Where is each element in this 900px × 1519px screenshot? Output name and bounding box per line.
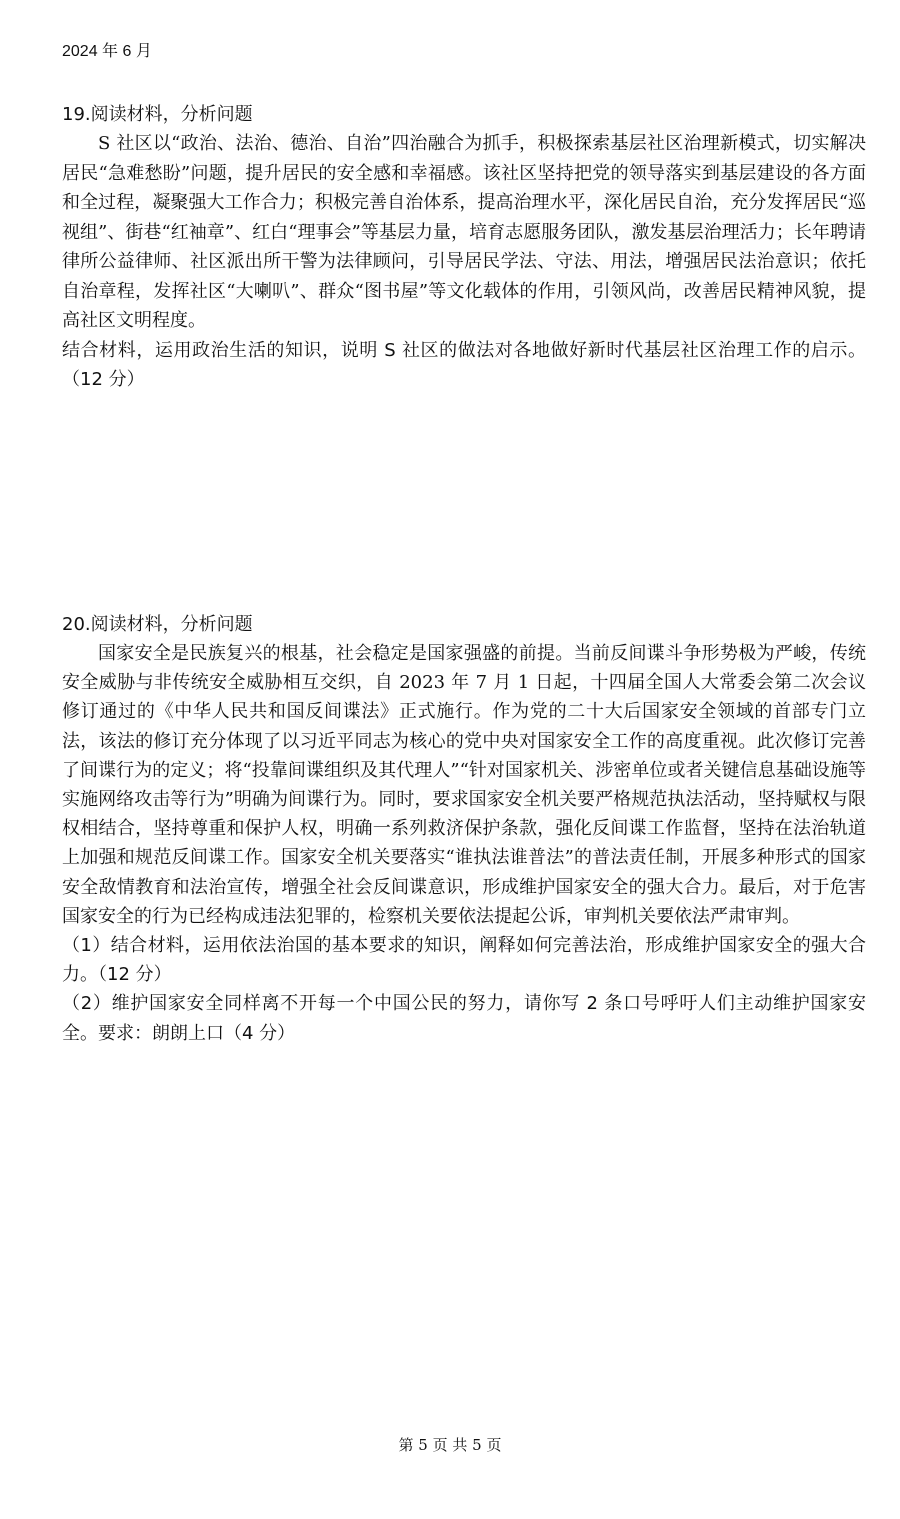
- question-19: [62, 100, 866, 395]
- question-20-task-1: （1）结合材料，运用依法治国的基本要求的知识，阐释如何完善法治，形成维护国家安全的强大合力。（12 分）: [62, 935, 866, 986]
- question-20-heading: 20.阅读材料，分析问题: [62, 614, 253, 635]
- page-number-footer: 第 5 页 共 5 页: [398, 1436, 502, 1454]
- question-20-material: 国家安全是民族复兴的根基，社会稳定是国家强盛的前提。当前反间谍斗争形势极为严峻，传统安全威胁与非传统安全威胁相互交织，自 2023 年 7 月 1 日起，十四届全国人大常委会第二次会议修订通过的《中华人民共和国反间谍法》正式施行。作为党的二十大后国家安全领域的首部专门立法，该法的修订充分体现了以习近平同志为核心的党中央对国家安全工作的高度重视。此次修订完善了间谍行为的定义；将“投靠间谍组织及其代理人”“针对国家机关、涉密单位或者关键信息基础设施等实施网络攻击等行为”明确为间谍行为。同时，要求国家安全机关要严格规范执法活动，坚持赋权与限权相结合，坚持尊重和保护人权，明确一系列救济保护条款，强化反间谍工作监督，坚持在法治轨道上加强和规范反间谍工作。国家安全机关要落实“谁执法谁普法”的普法责任制，开展多种形式的国家安全敌情教育和法治宣传，增强全社会反间谍意识，形成维护国家安全的强大合力。最后，对于危害国家安全的行为已经构成违法犯罪的，检察机关要依法提起公诉，审判机关要依法严肃审判。: [62, 643, 866, 927]
- header-date: 2024 年 6 月: [62, 43, 152, 60]
- question-19-task: 结合材料，运用政治生活的知识，说明 S 社区的做法对各地做好新时代基层社区治理工作的启示。（12 分）: [62, 339, 866, 390]
- question-20-task-2: （2）维护国家安全同样离不开每一个中国公民的努力，请你写 2 条口号呼吁人们主动维护国家安全。要求：朗朗上口（4 分）: [62, 993, 866, 1044]
- question-20: [62, 610, 866, 1048]
- question-19-material: S 社区以“政治、法治、德治、自治”四治融合为抓手，积极探索基层社区治理新模式，切实解决居民“急难愁盼”问题，提升居民的安全感和幸福感。该社区坚持把党的领导落实到基层建设的各方面和全过程，凝聚强大工作合力；积极完善自治体系，提高治理水平，深化居民自治，充分发挥居民“巡视组”、街巷“红袖章”、红白“理事会”等基层力量，培育志愿服务团队，激发基层治理活力；长年聘请律所公益律师、社区派出所干警为法律顾问，引导居民学法、守法、用法，增强居民法治意识；依托自治章程，发挥社区“大喇叭”、群众“图书屋”等文化载体的作用，引领风尚，改善居民精神风貌，提高社区文明程度。: [62, 133, 866, 331]
- question-19-heading: 19.阅读材料，分析问题: [62, 104, 253, 125]
